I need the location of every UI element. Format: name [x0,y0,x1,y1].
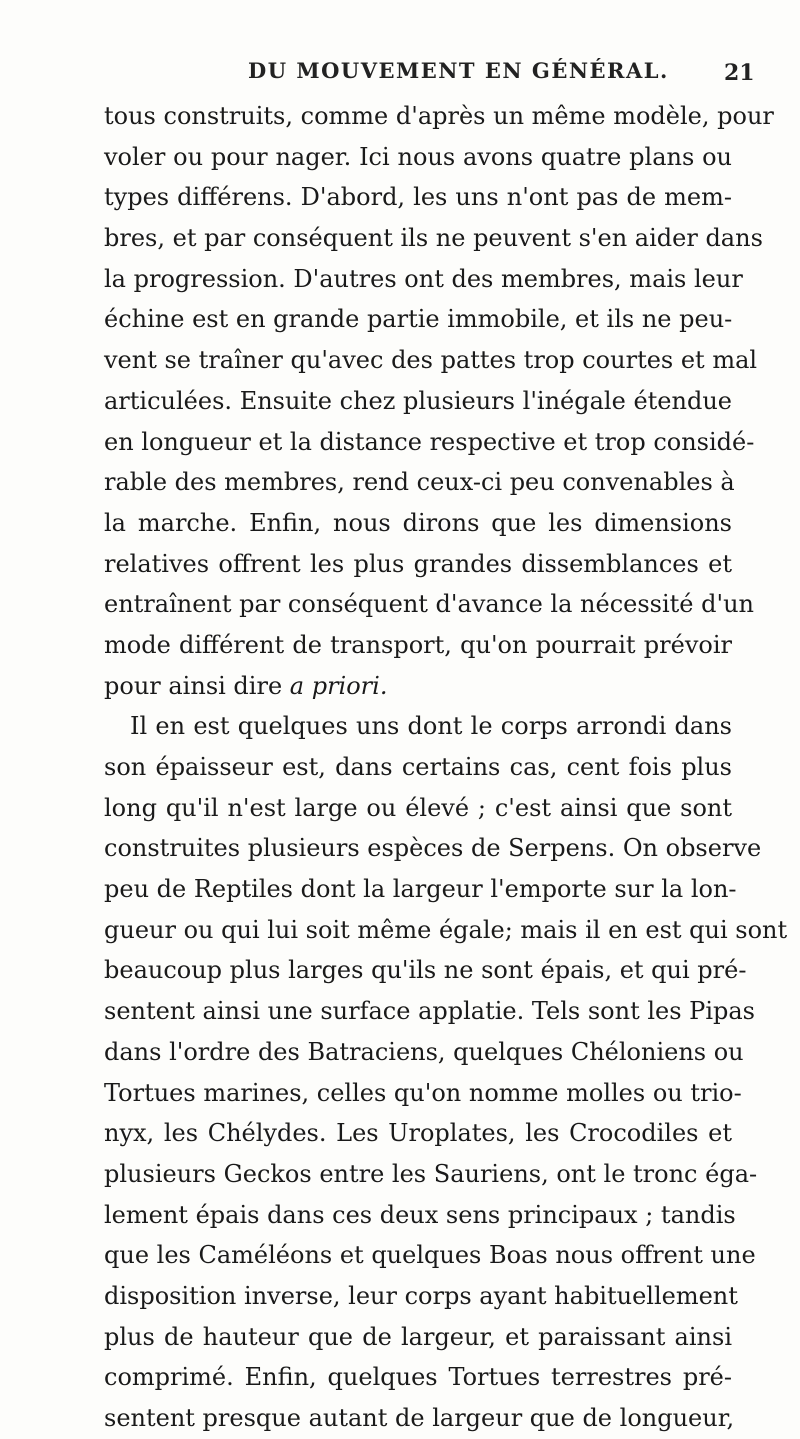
italic-phrase: a priori. [289,671,388,700]
text-line: dans l'ordre des Batraciens, quelques Chéloniens ou [104,1037,744,1066]
text-line: Tortues marines, celles qu'on nomme molles ou trio- [104,1078,742,1107]
text-line: sentent presque autant de largeur que de longueur, [104,1404,735,1432]
text-line: son épaisseur est, dans certains cas, cent fois plus [104,753,732,781]
text-line-paragraph-start: Il en est quelques uns dont le corps arrondi dans [130,712,732,741]
text-line: vent se traîner qu'avec des pattes trop courtes et mal [104,346,758,375]
text-line: gueur ou qui lui soit même égale; mais il en est qui sont [104,915,788,944]
text-line: tous construits, comme d'après un même modèle, pour [104,102,774,130]
text-line: long qu'il n'est large ou élevé ; c'est ainsi que sont [104,793,732,822]
text-line: rable des membres, rend ceux-ci peu convenables à [104,468,735,497]
text-line: bres, et par conséquent ils ne peuvent s'en aider dans [104,224,763,253]
text-line: peu de Reptiles dont la largeur l'emporte sur la lon- [104,875,737,904]
page-number: 21 [724,60,755,86]
text-line: nyx, les Chélydes. Les Uroplates, les Crocodiles et [104,1119,732,1148]
body-text [104,96,788,1439]
text-line: entraînent par conséquent d'avance la nécessité d'un [104,590,754,619]
running-head: DU MOUVEMENT EN GÉNÉRAL. [248,58,669,83]
text-line: disposition inverse, leur corps ayant habituellement [104,1281,738,1310]
text-line: la progression. D'autres ont des membres, mais leur [104,264,743,293]
text-line: mode différent de transport, qu'on pourrait prévoir [104,630,732,659]
text-line: articulées. Ensuite chez plusieurs l'inégale étendue [104,386,732,415]
text-line-paragraph-end [104,666,732,707]
text-line: voler ou pour nager. Ici nous avons quatre plans ou [104,142,732,171]
text-line: types différens. D'abord, les uns n'ont pas de mem- [104,183,732,212]
text-line: beaucoup plus larges qu'ils ne sont épais, et qui pré- [104,956,747,985]
text-line: relatives offrent les plus grandes dissemblances et [104,549,732,578]
text-line: lement épais dans ces deux sens principaux ; tandis [104,1200,736,1229]
text-line: comprimé. Enfin, quelques Tortues terrestres pré- [104,1363,732,1392]
text-run: pour ainsi dire [104,671,290,700]
text-line: sentent ainsi une surface applatie. Tels sont les Pipas [104,997,755,1026]
text-line: plus de hauteur que de largeur, et paraissant ainsi [104,1322,732,1351]
text-line: échine est en grande partie immobile, et ils ne peu- [104,305,733,334]
text-line: construites plusieurs espèces de Serpens. On observe [104,834,762,863]
text-line: plusieurs Geckos entre les Sauriens, ont le tronc éga- [104,1159,758,1188]
text-line: la marche. Enfin, nous dirons que les dimensions [104,508,732,537]
text-line: en longueur et la distance respective et trop considé- [104,427,755,456]
text-line: que les Caméléons et quelques Boas nous offrent une [104,1241,756,1270]
